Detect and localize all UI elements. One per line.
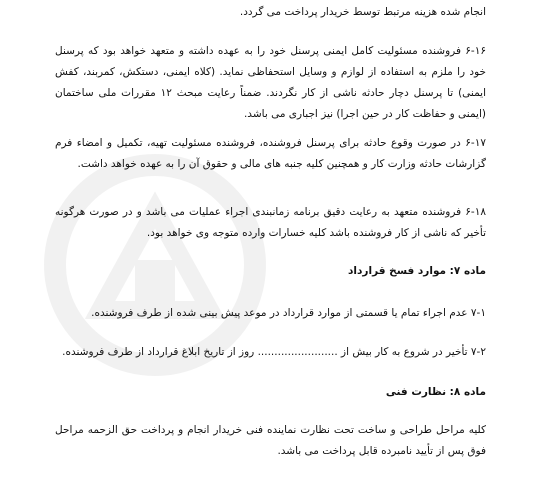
clause-7-2: ۷-۲ تأخیر در شروع به کار بیش از ........................ روز از تاریخ ابلاغ قرارداد از طرف فروشنده.: [62, 346, 486, 358]
paragraph-payment: انجام شده هزینه مرتبط توسط خریدار پرداخت می گردد.: [239, 6, 486, 18]
section-8-body: کلیه مراحل طراحی و ساخت تحت نظارت نماینده فنی خریدار انجام و پرداخت حق الزحمه مراحل فوق پس از تأیید نامبرده قابل پرداخت می باشد.: [55, 424, 486, 457]
section-heading-8: ماده ۸: نظارت فنی: [385, 386, 486, 398]
clause-6-17: ۶-۱۷ در صورت وقوع حادثه برای پرسنل فروشنده، فروشنده مسئولیت تهیه، تکمیل و امضاء فرم گزارشات حادثه وزارت کار و همچنین کلیه جنبه های مالی و حقوق آن را به عهده خواهد داشت.: [55, 137, 486, 170]
clause-7-1: ۷-۱ عدم اجراء تمام یا قسمتی از موارد قرارداد در موعد پیش بینی شده از طرف فروشنده.: [91, 307, 486, 319]
clause-6-16: ۶-۱۶ فروشنده مسئولیت کامل ایمنی پرسنل خود را به عهده داشته و متعهد خواهد بود که پرسنل خود را ملزم به استفاده از لوازم و وسایل استحفاظی نماید. (کلاه ایمنی، دستکش، کمربند، کفش ایمنی) تا پرسنل دچار حادثه ناشی از کار نگردند. ضمناً رعایت مبحث ۱۲ مقررات ملی ساختمان (ایمنی و حفاظت کار در حین اجرا) نیز اجباری می باشد.: [55, 45, 487, 120]
section-heading-7: ماده ۷: موارد فسخ قرارداد: [348, 265, 486, 277]
clause-6-18: ۶-۱۸ فروشنده متعهد به رعایت دقیق برنامه زمانبندی اجراء عملیات می باشد و در صورت هرگونه تأخیر که ناشی از کار فروشنده باشد کلیه خسارات وارده متوجه وی خواهد بود.: [55, 206, 486, 239]
